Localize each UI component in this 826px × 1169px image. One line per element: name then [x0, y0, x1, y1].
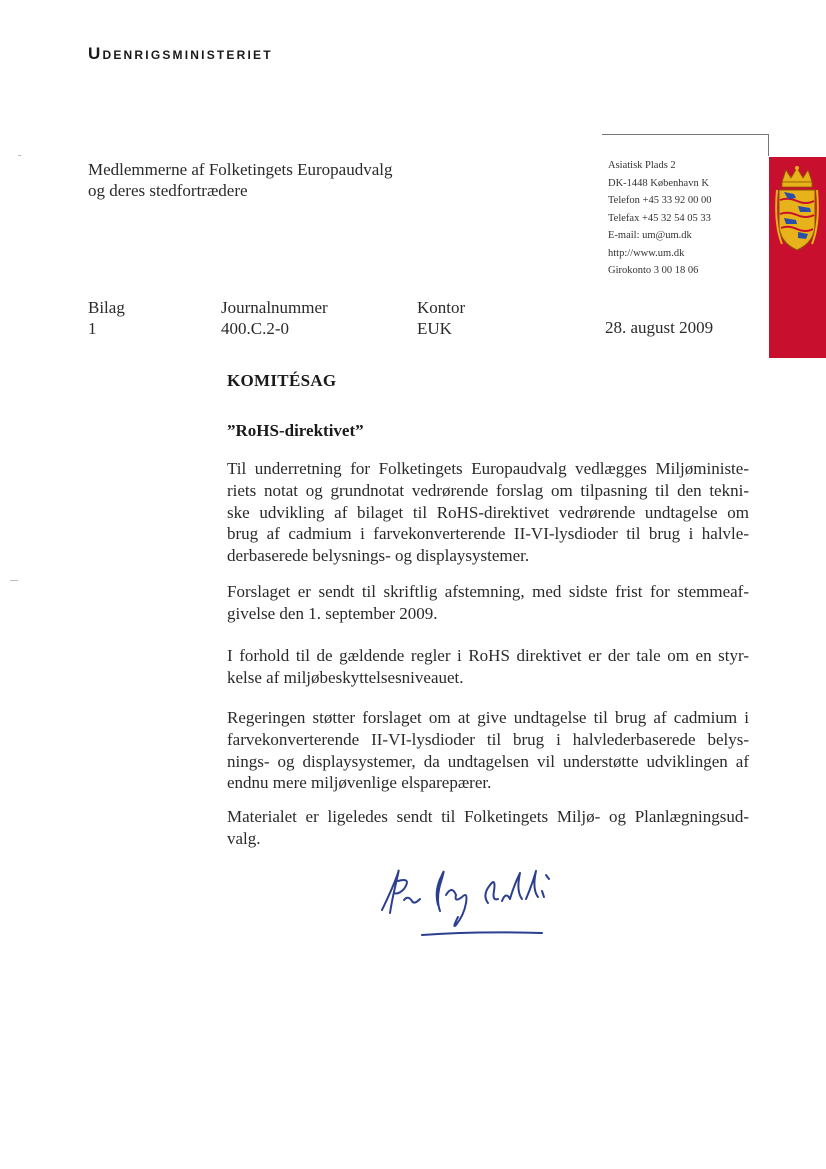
- ministry-letterhead: Udenrigsministeriet: [88, 44, 273, 63]
- paragraph-line: givelse den 1. september 2009.: [227, 603, 438, 623]
- paragraph-2: [227, 581, 749, 625]
- document-subheading: ”RoHS-direktivet”: [227, 421, 364, 440]
- bilag-value: 1: [88, 319, 97, 338]
- address-line: http://www.um.dk: [608, 247, 685, 259]
- paragraph-line: Forslaget er sendt til skriftlig afstemning, med sidste frist for stemmeaf-: [227, 582, 749, 601]
- address-line: Asiatisk Plads 2: [608, 160, 676, 171]
- address-line: Telefax +45 32 54 05 33: [608, 212, 711, 224]
- kontor-value: EUK: [417, 319, 452, 338]
- address-line: Girokonto 3 00 18 06: [608, 265, 699, 276]
- paragraph-line: derbaserede belysnings- og displaysystemer.: [227, 546, 530, 566]
- paragraph-3: [227, 645, 749, 689]
- paragraph-line: riets notat og grundnotat vedrørende forslag om tilpasning til den tekni-: [227, 480, 749, 500]
- journal-label: Journalnummer: [221, 298, 328, 317]
- paragraph-line: brug af cadmium i farvekonverterende II-VI-lysdioder til brug i halvle-: [227, 524, 749, 544]
- scan-mark: [10, 580, 18, 581]
- address-divider-edge: [768, 134, 769, 156]
- journal-value: 400.C.2-0: [221, 319, 289, 338]
- handwritten-signature: [376, 855, 576, 940]
- paragraph-line: Regeringen støtter forslaget om at give undtagelse til brug af cadmium i: [227, 708, 749, 727]
- paragraph-line: nings- og displaysystemer, da undtagelsen vil understøtte udviklingen af: [227, 751, 749, 771]
- address-divider: [602, 134, 768, 135]
- scan-mark: [18, 155, 21, 156]
- paragraph-line: Til underretning for Folketingets Europaudvalg vedlægges Miljøministe-: [227, 459, 749, 478]
- kontor-label: Kontor: [417, 298, 466, 317]
- sender-address-block: [608, 157, 711, 280]
- recipient-line: Medlemmerne af Folketingets Europaudvalg: [88, 160, 393, 179]
- paragraph-line: ske udvikling af bilaget til RoHS-direktivet vedrørende undtagelse om: [227, 502, 749, 522]
- paragraph-line: kelse af miljøbeskyttelsesniveauet.: [227, 667, 464, 687]
- paragraph-line: endnu mere miljøvenlige elsparepærer.: [227, 773, 492, 793]
- paragraph-line: farvekonverterende II-VI-lysdioder til brug i halvlederbaserede belys-: [227, 729, 749, 749]
- recipient-line: og deres stedfortrædere: [88, 181, 248, 200]
- recipient-block: [88, 159, 393, 201]
- document-date: 28. august 2009: [605, 318, 714, 337]
- bilag-label: Bilag: [88, 298, 125, 317]
- paragraph-1: [227, 458, 749, 567]
- document-heading: KOMITÉSAG: [227, 371, 337, 390]
- paragraph-line: I forhold til de gældende regler i RoHS direktivet er der tale om en styr-: [227, 646, 749, 665]
- danish-coat-of-arms-icon: [774, 164, 820, 270]
- paragraph-line: Materialet er ligeledes sendt til Folketingets Miljø- og Planlægningsud-: [227, 807, 749, 826]
- address-line: DK-1448 København K: [608, 177, 709, 189]
- paragraph-line: valg.: [227, 828, 261, 848]
- address-line: E-mail: um@um.dk: [608, 230, 692, 241]
- address-line: Telefon +45 33 92 00 00: [608, 195, 712, 206]
- paragraph-5: [227, 806, 749, 850]
- paragraph-4: [227, 707, 749, 794]
